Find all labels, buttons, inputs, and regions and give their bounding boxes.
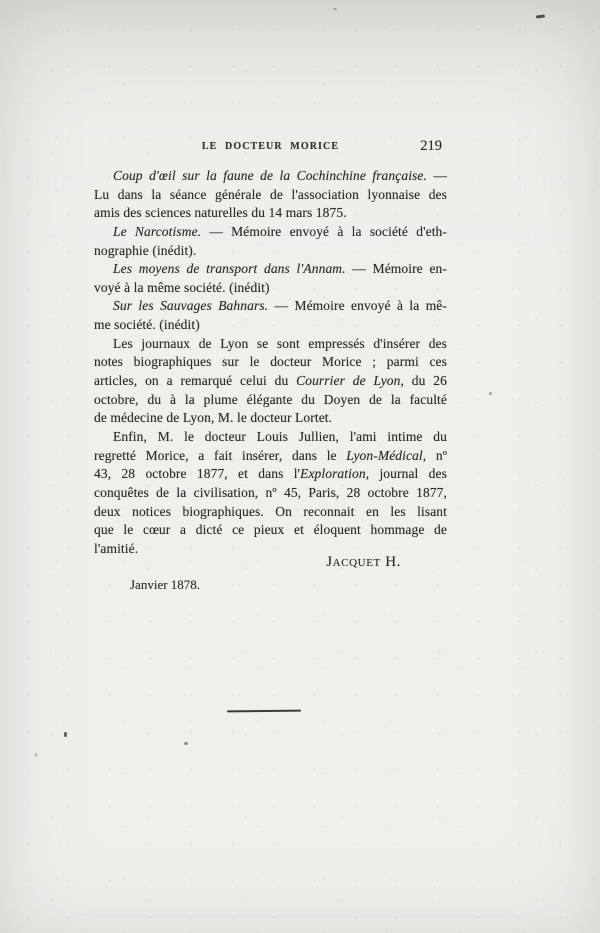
text-line <box>94 186 447 205</box>
text-line <box>94 447 447 466</box>
text-line <box>94 279 447 298</box>
text-line <box>94 167 447 186</box>
text-line <box>94 335 447 354</box>
text-segment: notes biographiques sur le docteur Morice ; parmi ces <box>94 354 447 370</box>
page-content <box>94 138 447 594</box>
text-line <box>94 391 447 410</box>
scan-speck <box>35 753 37 757</box>
text-segment: amis des sciences naturelles du 14 mars 1875. <box>94 205 347 221</box>
italic-text-segment: Sur les Sauvages Bahnars. <box>113 298 269 314</box>
text-segment: , nº <box>422 447 447 463</box>
text-segment: 43, 28 octobre 1877, et dans l' <box>94 466 301 482</box>
italic-text-segment: Courrier de Lyon <box>296 373 401 389</box>
text-segment: — <box>426 168 447 183</box>
scan-speck <box>536 14 545 18</box>
text-line <box>94 465 447 484</box>
scan-speck <box>64 732 67 737</box>
page-number: 219 <box>420 138 442 154</box>
italic-text-segment: Le Narcotisme. <box>113 223 202 239</box>
text-segment: Enfin, M. le docteur Louis Jullien, l'ami intime du <box>113 428 447 444</box>
text-line <box>94 260 447 279</box>
text-segment: deux notices biographiques. On reconnait en les lisant <box>94 503 447 519</box>
text-segment: Les journaux de Lyon se sont empressés d'insérer des <box>113 335 447 351</box>
text-segment: — Mémoire envoyé à la mê- <box>268 298 447 314</box>
scan-speck <box>333 8 337 10</box>
text-segment: Lu dans la séance générale de l'association lyonnaise des <box>94 186 447 202</box>
text-segment: conquêtes de la civilisation, nº 45, Paris, 28 octobre 1877, <box>94 484 447 500</box>
text-segment: nographie (inédit). <box>94 242 197 258</box>
text-segment: l'amitié. <box>94 540 139 556</box>
italic-text-segment: Les moyens de transport dans l'Annam. <box>113 261 346 277</box>
text-segment: voyé à la même société. (inédit) <box>94 279 270 295</box>
text-line <box>94 521 447 540</box>
text-segment: de médecine de Lyon, M. le docteur Lortet. <box>94 410 333 426</box>
text-line <box>94 484 447 503</box>
text-line <box>94 428 447 447</box>
text-segment: articles, on a remarqué celui du <box>94 373 297 389</box>
text-line <box>94 353 447 372</box>
scan-speck <box>489 392 492 395</box>
text-line <box>94 223 447 242</box>
text-line <box>94 204 447 223</box>
italic-text-segment: Lyon-Médical <box>346 447 423 463</box>
text-block-lines <box>94 167 447 558</box>
text-line <box>94 316 447 335</box>
italic-text-segment: Exploration <box>300 466 366 482</box>
text-segment: me société. (inédit) <box>94 317 200 333</box>
text-segment: regretté Morice, a fait insérer, dans le <box>94 447 347 463</box>
text-segment: — Mémoire envoyé à la société d'eth- <box>201 223 447 239</box>
text-line <box>94 242 447 261</box>
text-segment: , journal des <box>365 466 447 482</box>
text-segment: que le cœur a dicté ce pieux et éloquent hommage de <box>94 522 447 538</box>
page-header <box>94 138 447 156</box>
italic-text-segment: Coup d'œil sur la faune de la Cochinchine française. <box>113 168 427 183</box>
running-title: LE DOCTEUR MORICE <box>201 141 340 152</box>
dateline: Janvier 1878. <box>130 577 201 593</box>
text-segment: , du 26 <box>400 373 447 389</box>
text-segment: — Mémoire en- <box>345 261 447 277</box>
text-segment: octobre, du à la plume élégante du Doyen de la faculté <box>94 391 447 407</box>
text-line <box>94 297 447 316</box>
signature: Jacquet H. <box>326 554 401 571</box>
text-line <box>94 409 447 428</box>
scan-speck <box>184 742 188 745</box>
text-line <box>94 372 447 391</box>
text-line <box>94 503 447 522</box>
end-divider <box>227 710 301 713</box>
